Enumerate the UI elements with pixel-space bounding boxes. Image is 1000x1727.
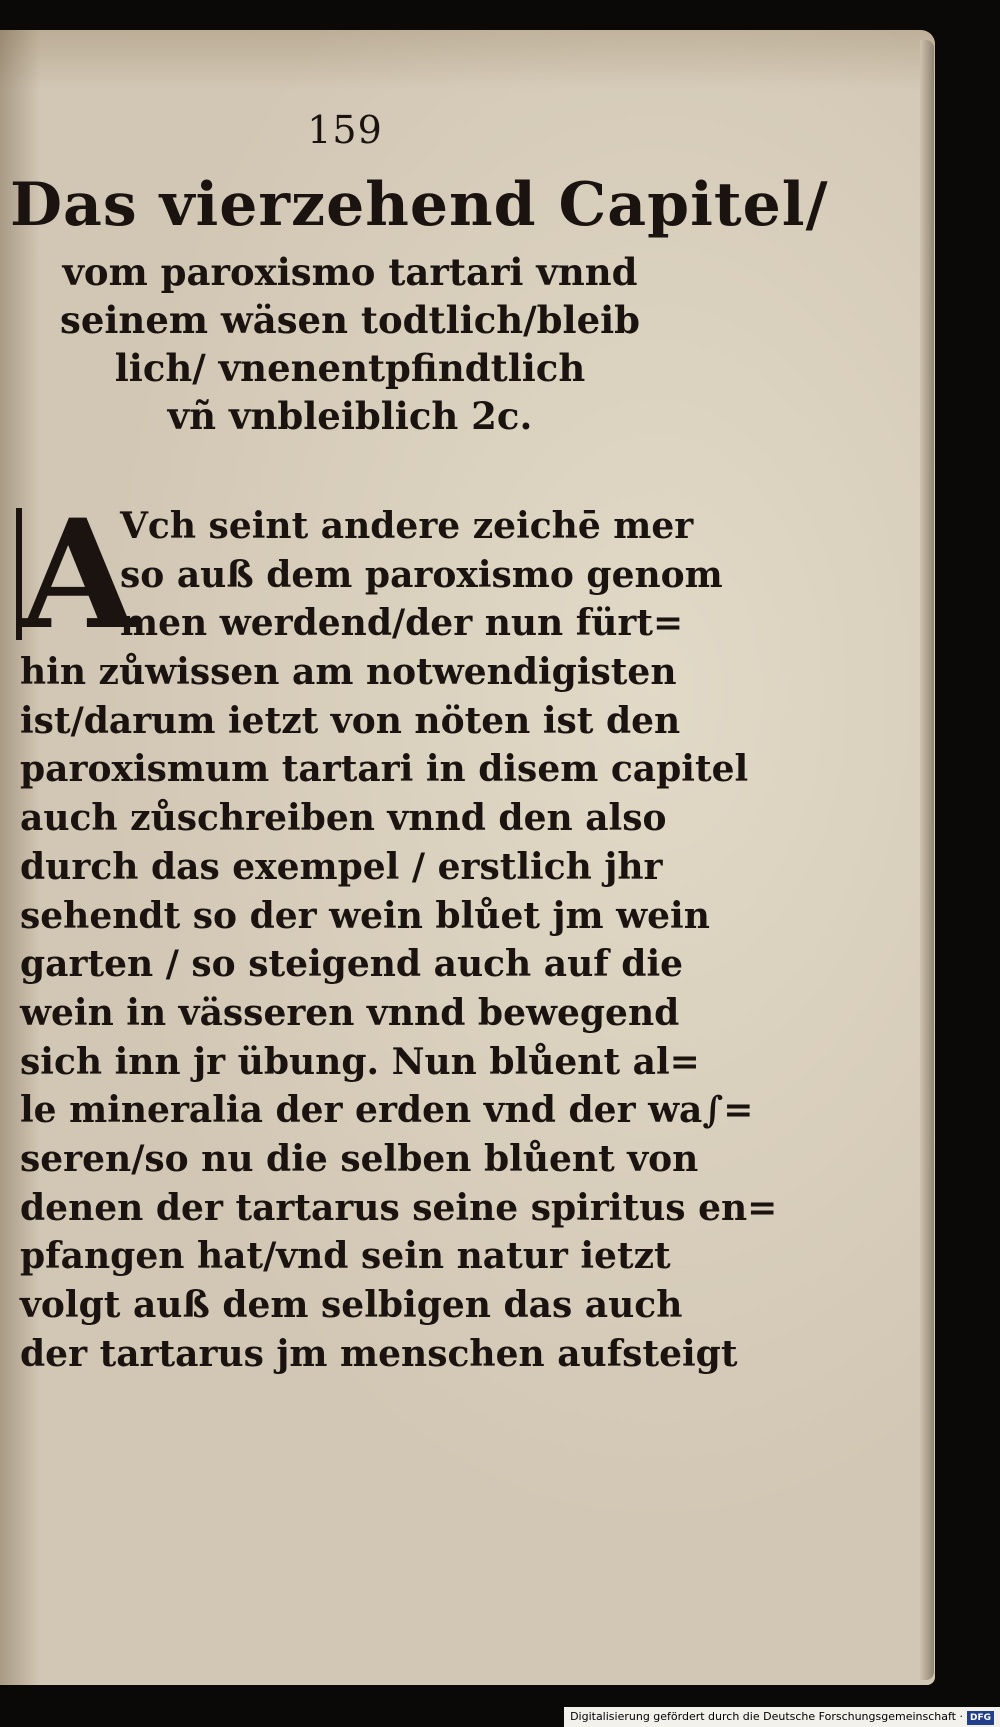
digitization-credit <box>564 1707 1000 1727</box>
subtitle-line: lich/ vnenentpfindtlich <box>114 346 586 390</box>
body-line: Vch seint andere zeichē mer <box>120 505 694 547</box>
page-edge-shadow <box>920 40 934 1680</box>
body-line: ist/darum ietzt von nöten ist den <box>20 699 681 742</box>
body-line: volgt auß dem selbigen das auch <box>20 1284 683 1326</box>
subtitle-line: seinem wäsen todtlich/bleib <box>60 298 641 342</box>
subtitle-line: vñ vnbleiblich 2c. <box>167 394 533 438</box>
body-line: sehendt so der wein blůet jm wein <box>20 894 710 937</box>
body-line: sich inn jr übung. Nun blůent al= <box>20 1040 700 1083</box>
body-line: denen der tartarus seine spiritus en= <box>20 1186 778 1229</box>
body-line: hin zůwissen am notwendigisten <box>20 651 677 694</box>
dfg-logo: DFG <box>967 1711 994 1725</box>
book-page <box>0 30 935 1685</box>
page-number: 159 <box>307 108 383 152</box>
body-line: durch das exempel / erstlich jhr <box>20 845 663 888</box>
body-line: le mineralia der erden vnd der wa∫= <box>20 1089 754 1132</box>
drop-cap-initial: A <box>20 487 137 663</box>
body-line: auch zůschreiben vnnd den also <box>20 797 667 840</box>
chapter-title: Das vierzehend Capitel/ <box>10 170 829 240</box>
body-line: wein in vässeren vnnd bewegend <box>20 991 680 1034</box>
credit-text: Digitalisierung gefördert durch die Deutsche Forschungsgemeinschaft · <box>570 1710 963 1723</box>
body-line: der tartarus jm menschen aufsteigt <box>20 1332 738 1375</box>
body-text <box>20 487 778 1378</box>
body-line: seren/so nu die selben blůent von <box>20 1137 699 1180</box>
subtitle-line: vom paroxismo tartari vnnd <box>62 250 638 294</box>
body-line: garten / so steigend auch auf die <box>20 943 684 986</box>
body-line: so auß dem paroxismo genom <box>120 553 723 596</box>
body-line: paroxismum tartari in disem capitel <box>20 748 749 791</box>
body-line: men werdend/der nun fürt= <box>120 602 684 645</box>
body-line: pfangen hat/vnd sein natur ietzt <box>20 1235 671 1278</box>
chapter-subtitle <box>60 248 640 440</box>
